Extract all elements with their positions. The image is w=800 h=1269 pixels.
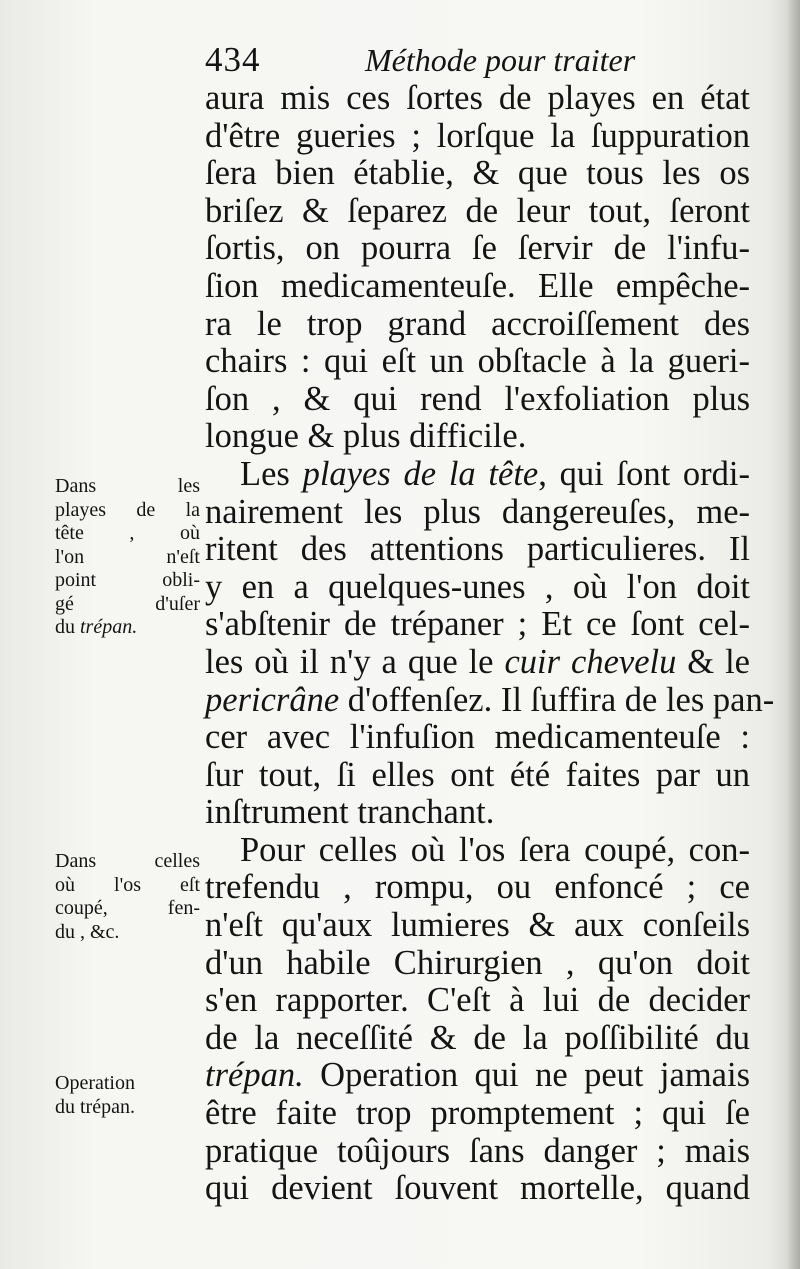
text-line: briſez & ſeparez de leur tout, ſeront [205,191,750,230]
note-line: du trépan. [55,1095,135,1118]
text-line: qui devient ſouvent mortelle, quand [205,1169,750,1208]
text-run: d'offenſez. Il ſuffira de les pan- [339,680,775,719]
margin-note-os-coupe [55,850,200,944]
text-line: ſera bien établie, & que tous les os [205,154,750,193]
text-line: de la neceſſité & de la poſſibilité du [205,1018,750,1057]
text-line: pratique toûjours ſans danger ; mais [205,1131,750,1170]
text-line [205,1057,750,1095]
italic-term: pericrâne [205,680,340,719]
note-line: Dans les [55,475,200,497]
text-line: y en a quelques-unes , où l'on doit [205,567,750,606]
text-line: ſortis, on pourra ſe ſervir de l'infu- [205,229,750,268]
text-line: aura mis ces ſortes de playes en état [205,79,750,117]
text-line: Pour celles où l'os ſera coupé, con- [240,830,750,869]
text-line: ſion medicamenteuſe. Elle empêche- [205,266,750,305]
note-line: tête , où [55,522,200,544]
italic-term: cuir chevelu [504,642,677,681]
note-line [55,616,200,640]
note-line: l'on n'eſt [55,545,200,568]
page-number: 434 [205,40,261,79]
text-line: d'un habile Chirurgien , qu'on doit [205,943,750,982]
text-run: , qui ſont ordi- [538,454,750,493]
text-line: d'être gueries ; lorſque la ſuppuration [205,116,750,155]
text-line [205,644,750,682]
italic-term: trépan. [205,1056,304,1095]
text-line: ra le trop grand accroiſſement des [205,304,750,343]
text-line: inſtrument tranchant. [205,793,495,832]
note-line: du , &c. [55,920,120,943]
running-title: Méthode pour traiter [365,42,636,78]
text-line: ſur tout, ſi elles ont été faites par un [205,755,750,794]
text-line: ritent des attentions particulieres. Il [205,530,750,569]
italic-term: playes de la tête [302,454,539,493]
page-edge-shadow [786,0,800,1269]
text-line: cer avec l'infuſion medicamenteuſe : [205,718,750,757]
text-line: s'en rapporter. C'eſt à lui de decider [205,981,750,1020]
italic-term: trépan. [80,616,138,638]
text-run: Operation qui ne peut jamais [303,1056,750,1095]
margin-note-playes-tete [55,475,200,640]
text-line: longue & plus difficile. [205,417,527,456]
text-line: ſon , & qui rend l'exfoliation plus [205,379,750,418]
text-line: trefendu , rompu, ou enfoncé ; ce [205,868,750,907]
text-line [205,456,750,494]
text-line: nairement les plus dangereuſes, me- [205,492,750,531]
text-line: être faite trop promptement ; qui ſe [205,1094,750,1133]
note-line: où l'os eſt [55,873,200,896]
note-line: point obli- [55,569,200,591]
text-run: Les [240,454,303,493]
text-line: n'eſt qu'aux lumieres & aux conſeils [205,906,750,945]
note-line: coupé, fen- [55,897,200,919]
note-line: gé d'uſer [55,592,200,615]
note-line: playes de la [55,498,200,521]
text-line: chairs : qui eſt un obſtacle à la gueri- [205,342,750,381]
text-run: & le [676,642,750,681]
main-text [205,79,775,1208]
margin-note-operation-trepan [55,1072,200,1119]
text-line: s'abſtenir de trépaner ; Et ce ſont cel- [205,605,750,644]
text-run: du [55,616,80,638]
note-line: Dans celles [55,850,200,872]
note-line: Operation [55,1072,135,1094]
text-line [205,680,775,720]
text-run: les où il n'y a que le [205,642,505,681]
